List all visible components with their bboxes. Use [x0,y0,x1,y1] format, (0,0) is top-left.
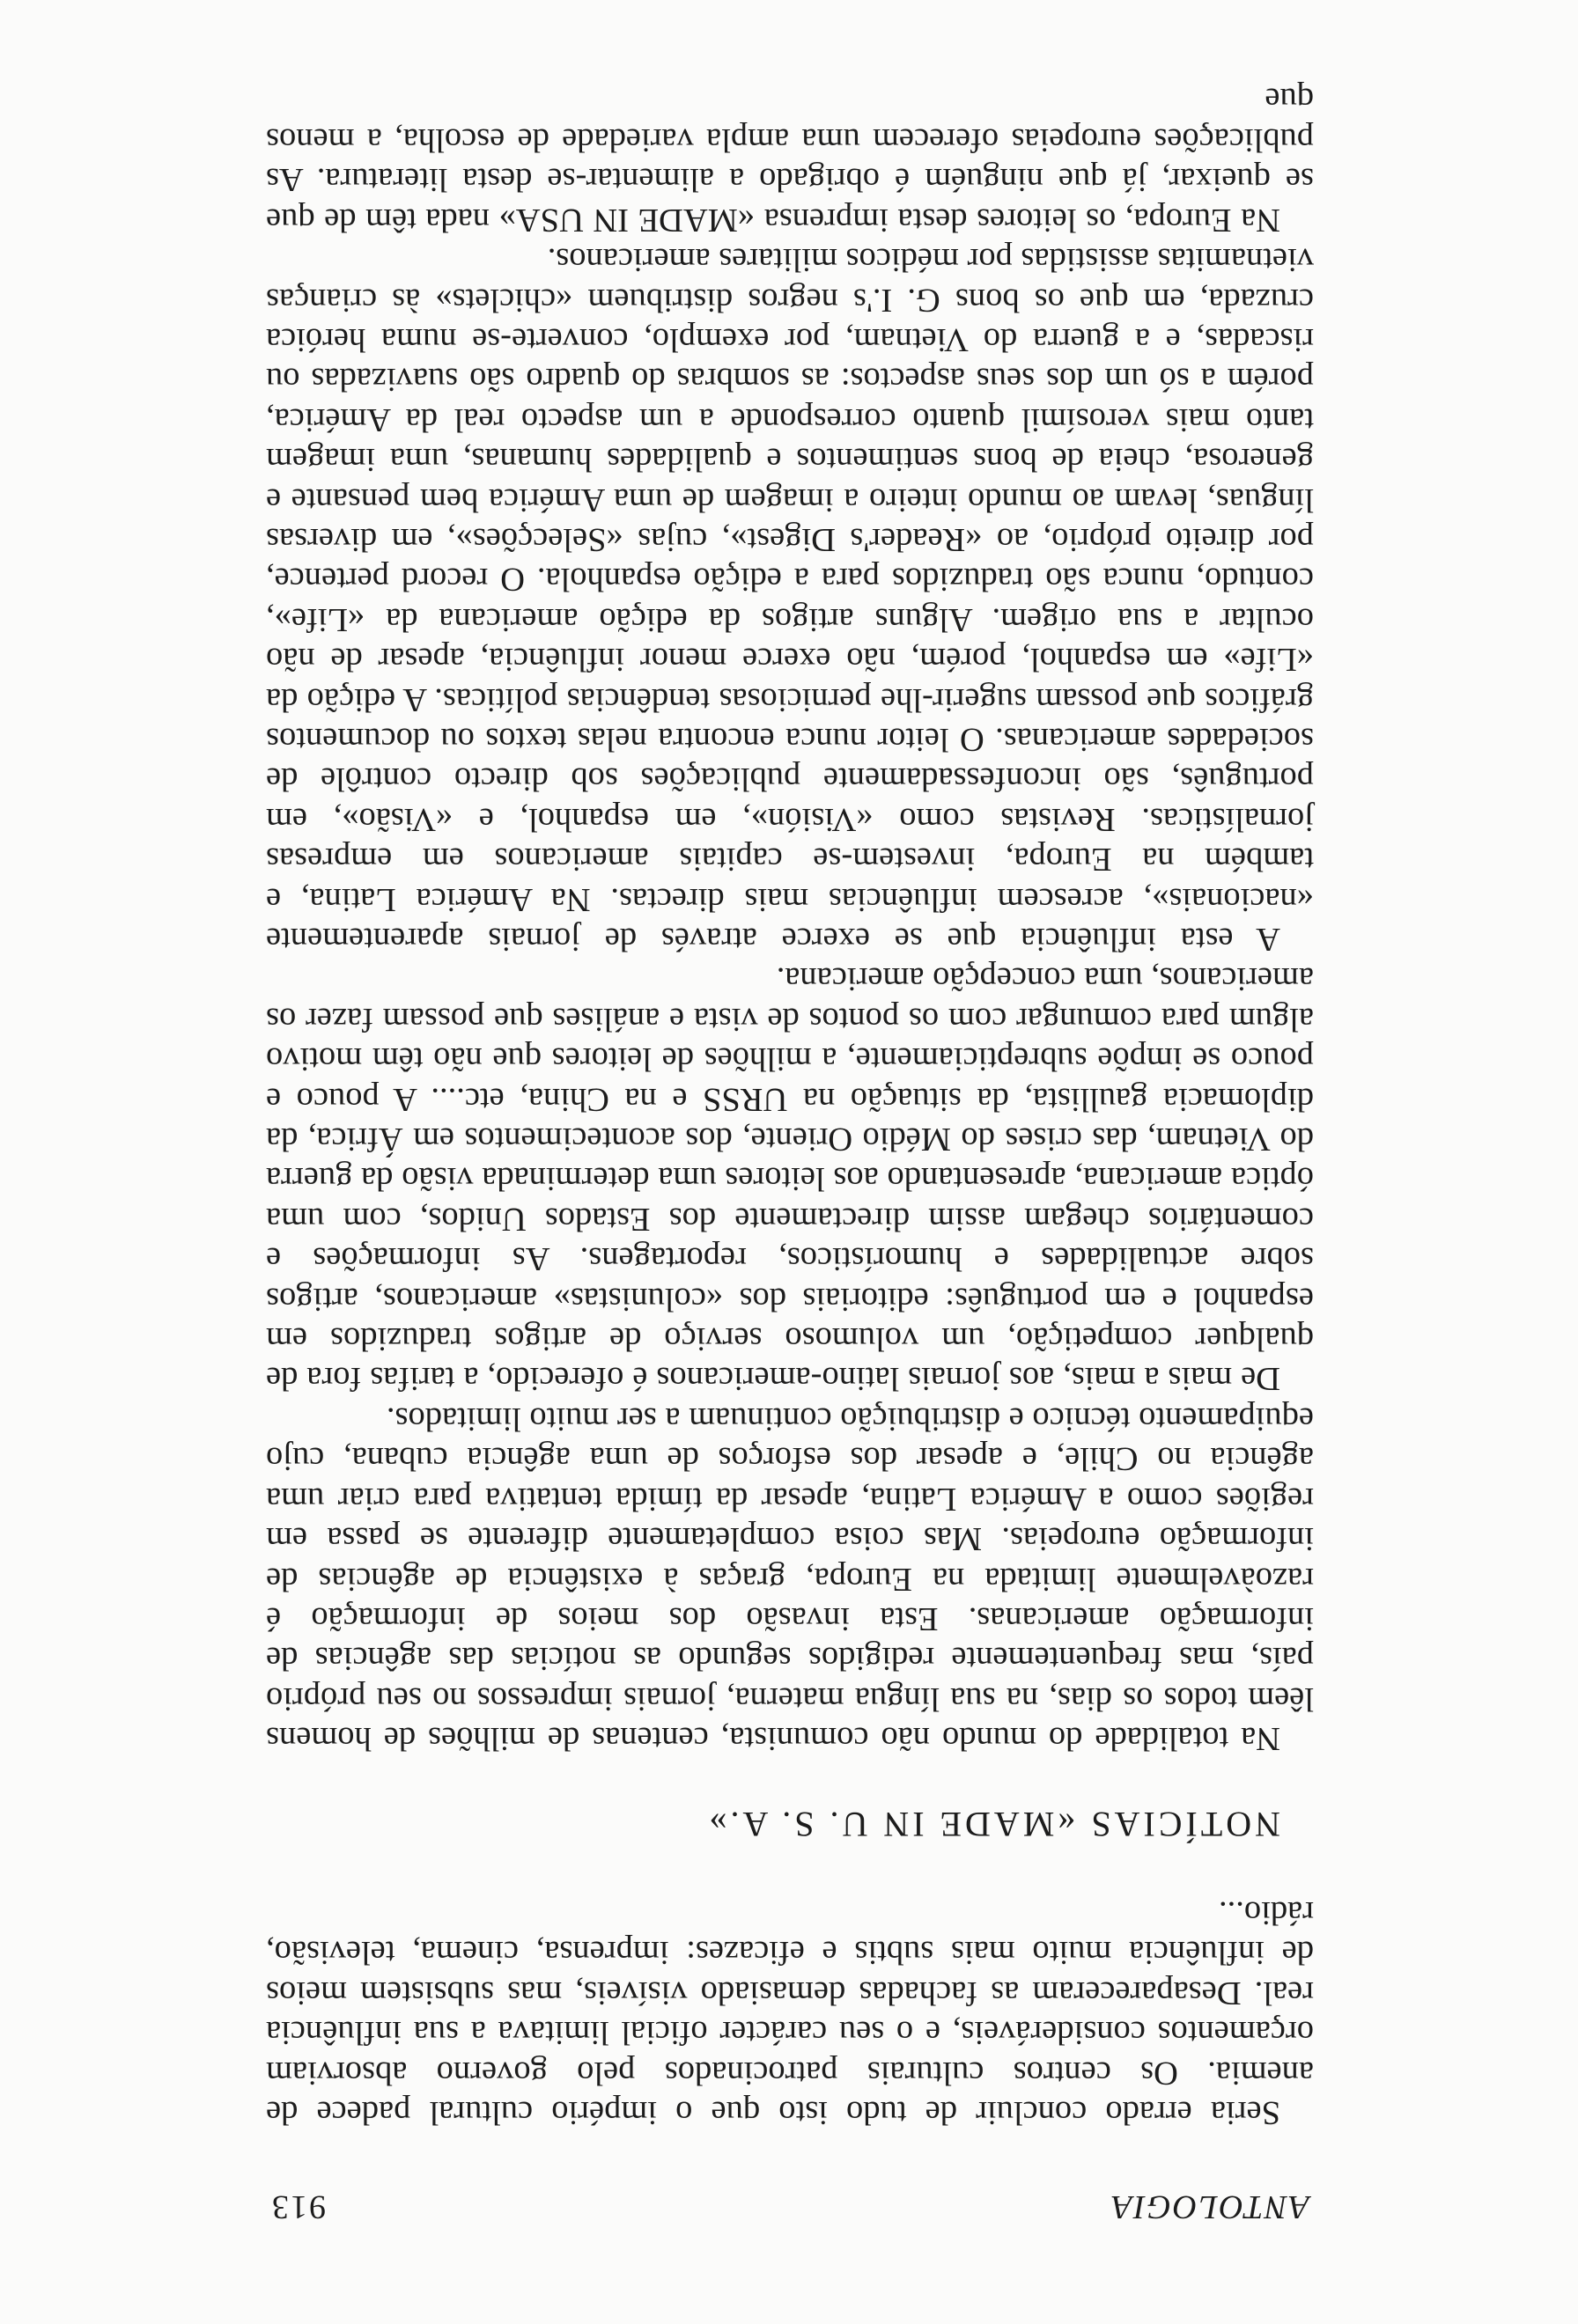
running-head-title: ANTOLOGIA [1110,2188,1309,2225]
section-heading: NOTÍCIAS «MADE IN U. S. A.» [705,1804,1280,1844]
page-number: 913 [270,2188,326,2225]
body-paragraph-1: Na totalidade do mundo não comunista, centenas de milhões de homens lêem todos os dias, na sua língua materna, jornais impressos no seu próprio país, mas frequentemente redigidos segundo as notícias das agências de informação americanas. Esta invasão dos meios de informação é razoàvelmente limitada na Europa, graças à existência de agências de informação europeias. Mas coisa completamente diferente se passa em regiões como a América Latina, apesar da tímida tentativa para criar uma agência no Chile, e apesar dos esforços de uma agência cubana, cujo equipamento técnico e distribuição continuam a ser muito limitados. [266,1400,1314,1758]
running-head [270,2173,1309,2226]
body-paragraph-3: A esta influência que se exerce através de jornais aparentemente «nacionais», acrescem influências mais directas. Na América Latina, e também na Europa, investem-se capitais americanos em empresas jornalísticas. Revistas como «Visión», em espanhol, e «Visão», em português, são inconfessadamente publicações sob directo contrôle de sociedades americanas. O leitor nunca encontra nelas textos ou documentos gráficos que possam sugerir-lhe perniciosas tendências políticas. A edição da «Life» em espanhol, porém, não exerce menor influência, apesar de não ocultar a sua origem. Alguns artigos da edição americana da «Life», contudo, nunca são traduzidos para a edição espanhola. O record pertence, por direito próprio, ao «Reader's Digest», cujas «Selecções», em diversas línguas, levam ao mundo inteiro a imagem de uma América bem pensante e generosa, cheia de bons sentimentos e qualidades humanas, uma imagem tanto mais verosímil quanto corresponde a um aspecto real da América, porém a só um dos seus aspectos: as sombras do quadro são suavizadas ou riscadas, e a guerra do Vietnam, por exemplo, converte-se numa heróica cruzada, em que os bons G. I.'s negros distribuem «chiclets» às crianças vietnamitas assistidas por médicos militares americanos. [266,241,1314,959]
body-paragraph-4: Na Europa, os leitores desta imprensa «MADE IN USA» nada têm de que se queixar, já que ninguém é obrigado a alimentar-se desta literatura. As publicações europeias oferecem uma ampla variedade de escolha, a menos que [266,81,1314,239]
body-paragraph-2: De mais a mais, aos jornais latino-americanos é oferecido, a tarifas fora de qualquer competição, um volumoso serviço de artigos traduzidos em espanhol e em português: editoriais dos «colunistas» americanos, artigos sobre actualidades e humorísticos, reportagens. As informações e comentários chegam assim directamente dos Estados Unidos, com uma óptica americana, apresentando aos leitores uma determinada visão da guerra do Vietnam, das crises do Médio Oriente, dos acontecimentos em África, da diplomacia gaullista, da situação na URSS e na China, etc.... A pouco e pouco se impõe subrepticiamente, a milhões de leitores que não têm motivo algum para comungar com os pontos de vista e análises que possam fazer os americanos, uma concepção americana. [266,960,1314,1398]
body-text [266,79,1314,2132]
intro-paragraph: Seria errado concluir de tudo isto que o império cultural padece de anemia. Os centros culturais patrocinados pelo governo absorviam orçamentos consideráveis, e o seu carácter oficial limitava a sua influência real. Desapareceram as fachadas demasiado visíveis, mas subsistem meios de influência muito mais subtis e eficazes: imprensa, cinema, televisão, rádio... [266,1894,1314,2131]
